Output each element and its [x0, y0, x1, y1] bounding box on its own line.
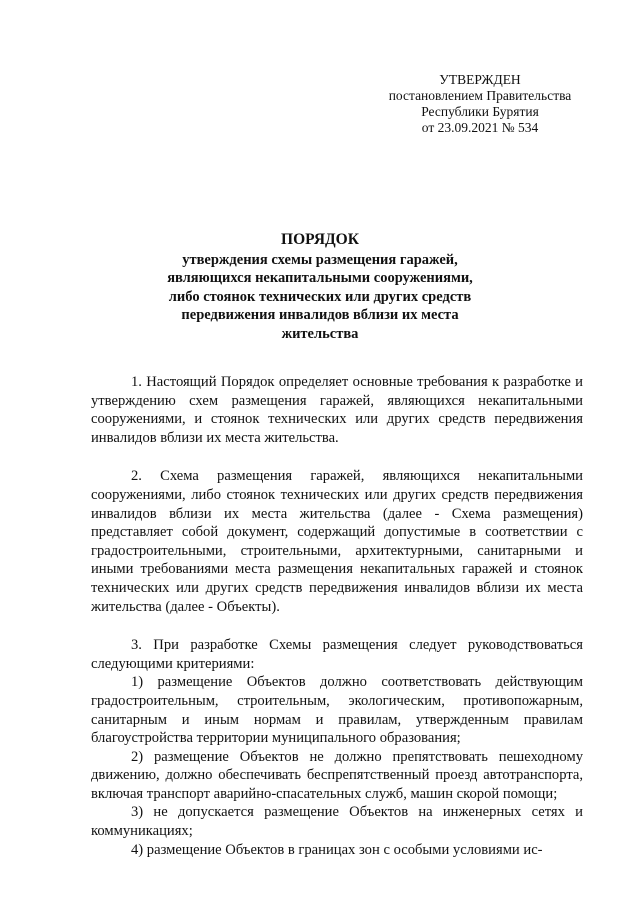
title-line: являющихся некапитальными сооружениями, [167, 270, 473, 286]
paragraph-2: 2. Схема размещения гаражей, являющихся некапитальными сооружениями, либо стоянок технических или других средств передвижения инвалидов вблизи их места жительства (далее - Схема размещения) представляет собой документ, содержащий допустимые в соответствии с градостроительными, строительными, архитектурными, санитарными и иными требованиями места размещения некапитальных гаражей и стоянок технических или других средств передвижения инвалидов вблизи их места жительства (далее - Объекты). [91, 468, 583, 615]
criterion-4: 4) размещение Объектов в границах зон с особыми условиями ис- [131, 841, 543, 858]
title-line: передвижения инвалидов вблизи их места [181, 307, 459, 323]
title-line: утверждения схемы размещения гаражей, [182, 251, 458, 268]
approval-stamp [380, 72, 580, 136]
paragraph-gap [91, 447, 583, 467]
approval-region: Республики Бурятия [421, 104, 539, 119]
criterion-2: 2) размещение Объектов не должно препятствовать пешеходному движению, должно обеспечивать беспрепятственный проезд автотранспорта, включая транспорт аварийно-спасательных служб, машин скорой помощи; [91, 748, 583, 802]
title-line: либо стоянок технических или других средств [168, 288, 472, 305]
approval-authority: постановлением Правительства [388, 88, 572, 103]
paragraph-3: 3. При разработке Схемы размещения следует руководствоваться следующими критериями: [91, 637, 583, 672]
title-line: жительства [281, 325, 359, 342]
document-body [91, 373, 583, 859]
document-title [100, 231, 540, 343]
criterion-3: 3) не допускается размещение Объектов на инженерных сетях и коммуникациях; [91, 804, 583, 840]
paragraph-1: 1. Настоящий Порядок определяет основные требования к разработке и утверждению схем размещения гаражей, являющихся некапитальными сооружениями, и стоянок технических или других средств передвижения инвалидов вблизи их места жительства. [91, 374, 583, 446]
approval-status: УТВЕРЖДЕН [439, 72, 521, 87]
criterion-1: 1) размещение Объектов должно соответствовать действующим градостроительным, строительным, экологическим, противопожарным, санитарным и иным нормам и правилам, утвержденным правилам благоустройства территории муниципального образования; [91, 674, 583, 747]
title-main: ПОРЯДОК [281, 231, 359, 248]
paragraph-gap [91, 616, 583, 636]
approval-date-number: от 23.09.2021 № 534 [421, 120, 539, 135]
